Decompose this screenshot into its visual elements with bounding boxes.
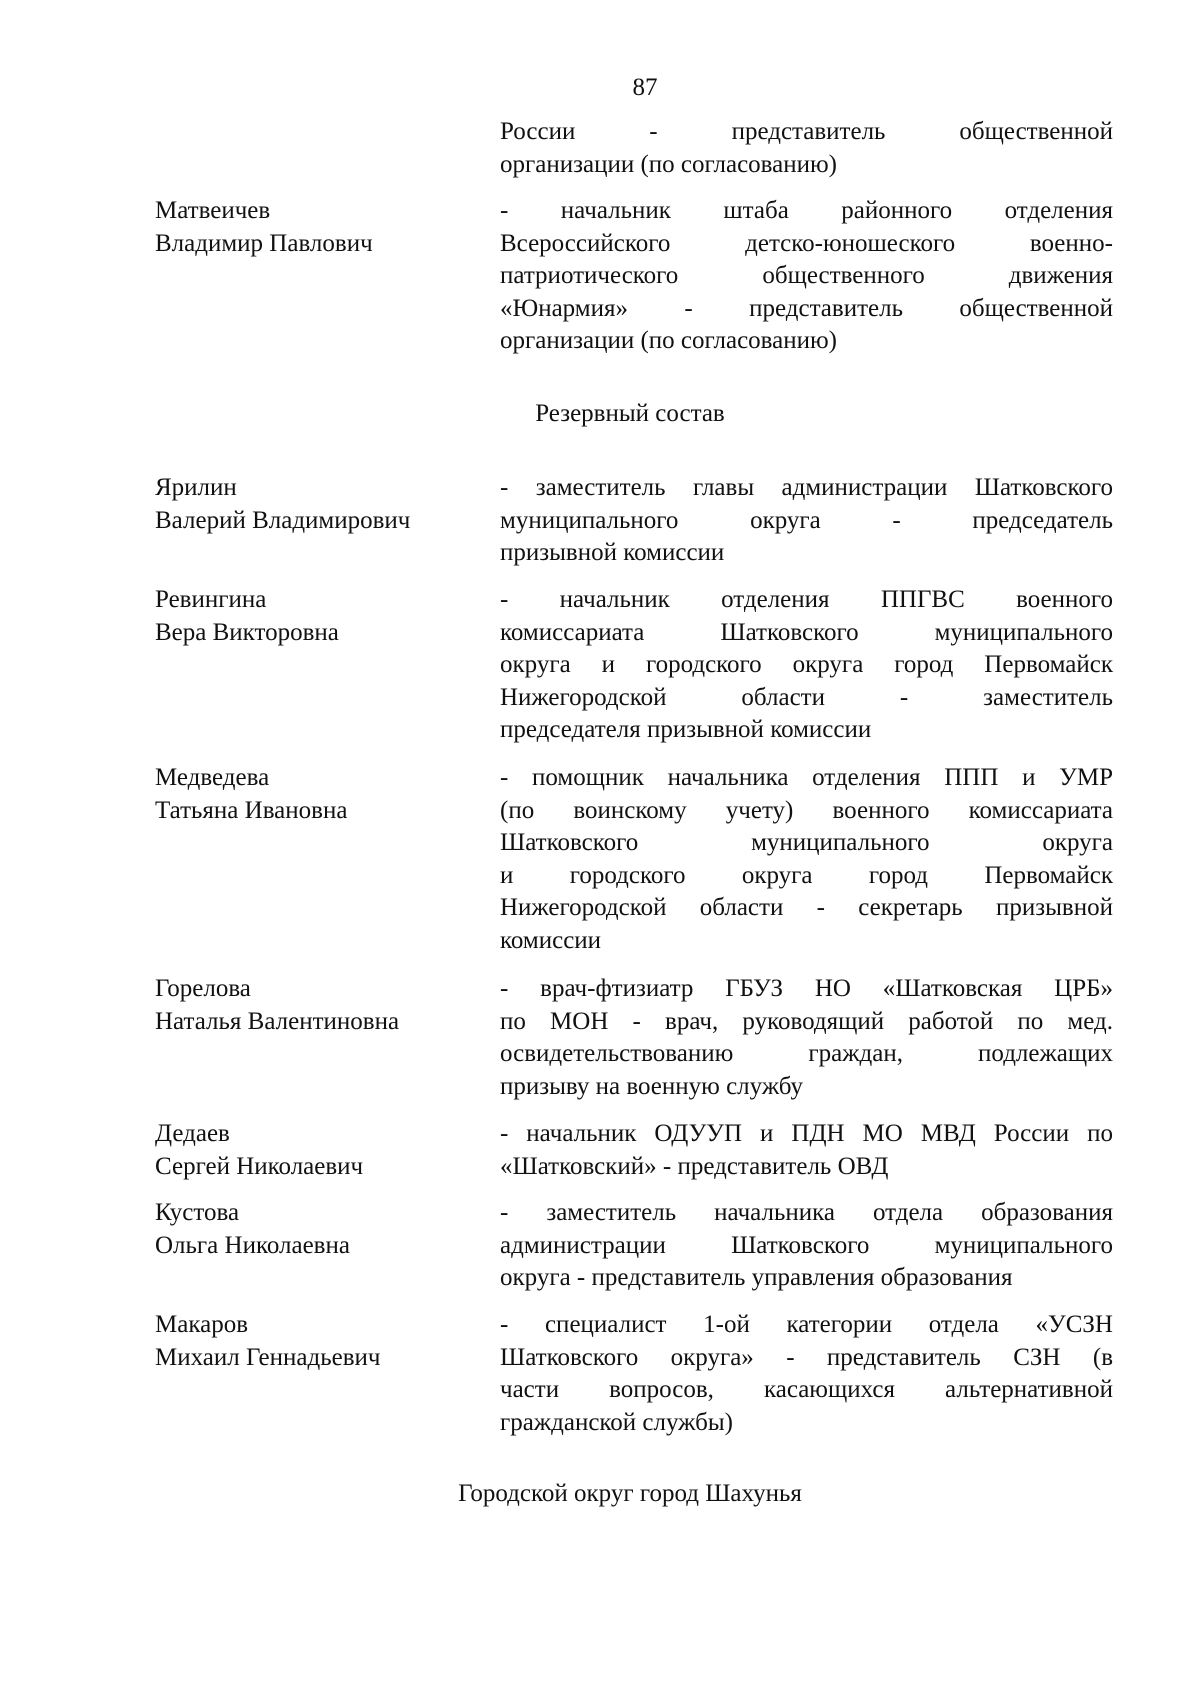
member-entry-matveichev: [155, 195, 1113, 358]
member-name: [155, 195, 500, 358]
role-line: округа и городского округа город Первомайск: [500, 651, 1113, 678]
role-line: Нижегородской области - заместитель: [500, 683, 1113, 711]
role-line: председателя призывной комиссии: [500, 716, 872, 743]
member-surname: Ревингина: [155, 586, 267, 613]
member-entry-continuation: [155, 116, 1113, 181]
member-role: [500, 762, 1113, 957]
role-line: - заместитель главы администрации Шатковского: [500, 474, 1113, 501]
member-given-name: Сергей Николаевич: [155, 1152, 364, 1180]
member-entry-makarov: [155, 1309, 1113, 1439]
member-entry-dedaev: [155, 1118, 1113, 1183]
role-line: округа - представитель управления образования: [500, 1264, 1013, 1291]
role-line: - начальник штаба районного отделения: [500, 197, 1113, 224]
member-role: [500, 1197, 1113, 1295]
role-line: - заместитель начальника отдела образования: [500, 1199, 1113, 1226]
role-line: Шатковского муниципального округа: [500, 829, 1113, 856]
member-given-name: Наталья Валентиновна: [155, 1007, 400, 1035]
member-surname: Дедаев: [155, 1120, 230, 1147]
member-role: [500, 116, 1113, 181]
member-role: [500, 973, 1113, 1103]
member-role: [500, 472, 1113, 570]
role-line: - врач-фтизиатр ГБУЗ НО «Шатковская ЦРБ»: [500, 975, 1113, 1002]
member-name: [155, 116, 500, 181]
member-surname: Горелова: [155, 975, 251, 1002]
member-surname: Макаров: [155, 1311, 248, 1338]
role-line: комиссариата Шатковского муниципального: [500, 618, 1113, 646]
member-name: [155, 1197, 500, 1295]
member-surname: Кустова: [155, 1199, 240, 1226]
role-line: патриотического общественного движения: [500, 262, 1113, 289]
member-name: [155, 584, 500, 747]
member-name: [155, 472, 500, 570]
role-line: призыву на военную службу: [500, 1072, 804, 1100]
member-given-name: Валерий Владимирович: [155, 506, 411, 534]
role-line: - начальник ОДУУП и ПДН МО МВД России по: [500, 1120, 1113, 1147]
member-name: [155, 1118, 500, 1183]
member-surname: Ярилин: [155, 474, 237, 501]
member-given-name: Владимир Павлович: [155, 229, 373, 257]
role-line: «Юнармия» - представитель общественной: [500, 294, 1113, 322]
member-role: [500, 1309, 1113, 1439]
member-surname: Медведева: [155, 764, 270, 791]
role-line: Всероссийского детско-юношеского военно-: [500, 229, 1113, 257]
section-heading-city: Городской округ город Шахунья: [458, 1480, 802, 1507]
role-line: России - представитель общественной: [500, 118, 1113, 145]
member-name: [155, 973, 500, 1103]
role-line: - специалист 1-ой категории отдела «УСЗН: [500, 1311, 1113, 1338]
member-entry-kustova: [155, 1197, 1113, 1295]
page-number: 87: [632, 74, 658, 101]
member-entry-medvedeva: [155, 762, 1113, 957]
member-entry-gorelova: [155, 973, 1113, 1103]
member-given-name: Татьяна Ивановна: [155, 796, 348, 824]
role-line: комиссии: [500, 926, 602, 954]
role-line: муниципального округа - председатель: [500, 506, 1113, 534]
role-line: - начальник отделения ППГВС военного: [500, 586, 1113, 613]
member-surname: Матвеичев: [155, 197, 271, 224]
role-line: гражданской службы): [500, 1408, 733, 1436]
member-role: [500, 1118, 1113, 1183]
member-given-name: Вера Викторовна: [155, 618, 339, 646]
role-line: по МОН - врач, руководящий работой по мед.: [500, 1007, 1113, 1035]
member-given-name: Ольга Николаевна: [155, 1231, 350, 1259]
role-line: «Шатковский» - представитель ОВД: [500, 1152, 889, 1180]
role-line: призывной комиссии: [500, 539, 725, 566]
member-entry-yarilin: [155, 472, 1113, 570]
role-line: и городского округа город Первомайск: [500, 861, 1113, 889]
member-name: [155, 762, 500, 957]
member-role: [500, 195, 1113, 358]
role-line: - помощник начальника отделения ППП и УМР: [500, 764, 1113, 791]
section-heading-reserve: Резервный состав: [535, 400, 725, 427]
member-entry-revingina: [155, 584, 1113, 747]
role-line: (по воинскому учету) военного комиссариата: [500, 796, 1113, 824]
role-line: Шатковского округа» - представитель СЗН (в: [500, 1343, 1113, 1371]
role-line: администрации Шатковского муниципального: [500, 1231, 1113, 1259]
member-given-name: Михаил Геннадьевич: [155, 1343, 381, 1371]
member-name: [155, 1309, 500, 1439]
role-line: организации (по согласованию): [500, 150, 837, 178]
role-line: Нижегородской области - секретарь призывной: [500, 894, 1113, 921]
role-line: освидетельствованию граждан, подлежащих: [500, 1040, 1113, 1067]
role-line: организации (по согласованию): [500, 327, 837, 354]
member-role: [500, 584, 1113, 747]
role-line: части вопросов, касающихся альтернативной: [500, 1376, 1113, 1403]
